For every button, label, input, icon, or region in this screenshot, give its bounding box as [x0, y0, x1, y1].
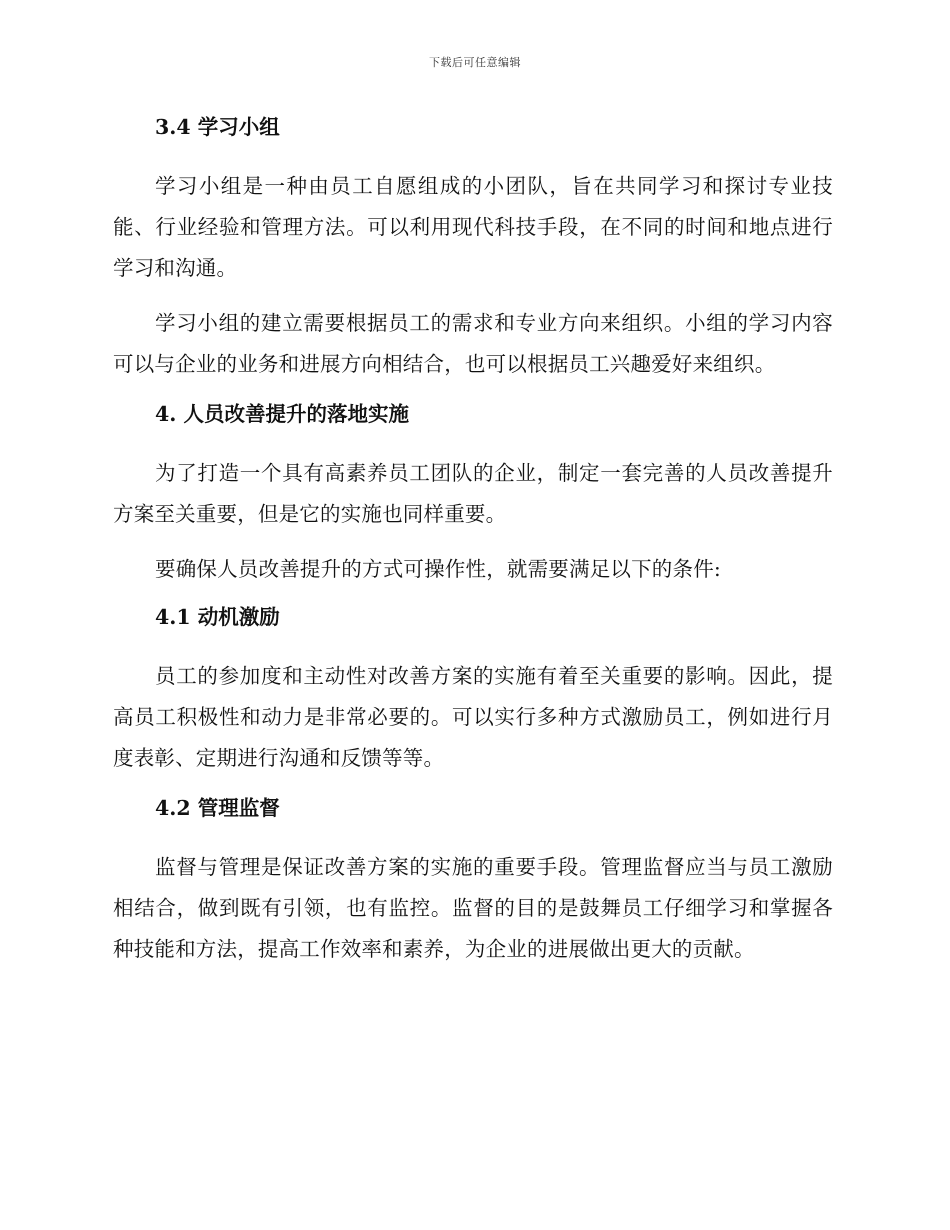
paragraph: 要确保人员改善提升的方式可操作性，就需要满足以下的条件: [155, 557, 722, 581]
section-heading-4-2: 4.2 管理监督 [155, 796, 280, 820]
paragraph: 学习小组的建立需要根据员工的需求和专业方向来组织。小组的学习内容可以与企业的业务和进展方向相结合，也可以根据员工兴趣爱好来组织。 [113, 311, 833, 376]
section-heading-3-4: 3.4 学习小组 [155, 115, 280, 139]
document-body [113, 112, 833, 984]
section-heading-4: 4. 人员改善提升的落地实施 [155, 402, 410, 426]
section-heading-4-1: 4.1 动机激励 [155, 605, 280, 629]
page-header: 下载后可任意编辑 [429, 56, 521, 69]
paragraph: 为了打造一个具有高素养员工团队的企业，制定一套完善的人员改善提升方案至关重要，但是它的实施也同样重要。 [113, 461, 833, 526]
paragraph: 学习小组是一种由员工自愿组成的小团队，旨在共同学习和探讨专业技能、行业经验和管理方法。可以利用现代科技手段，在不同的时间和地点进行学习和沟通。 [113, 174, 833, 280]
paragraph: 监督与管理是保证改善方案的实施的重要手段。管理监督应当与员工激励相结合，做到既有引领，也有监控。监督的目的是鼓舞员工仔细学习和掌握各种技能和方法，提高工作效率和素养，为企业的进展做出更大的贡献。 [113, 855, 833, 961]
paragraph: 员工的参加度和主动性对改善方案的实施有着至关重要的影响。因此，提高员工积极性和动力是非常必要的。可以实行多种方式激励员工，例如进行月度表彰、定期进行沟通和反馈等等。 [113, 664, 833, 770]
